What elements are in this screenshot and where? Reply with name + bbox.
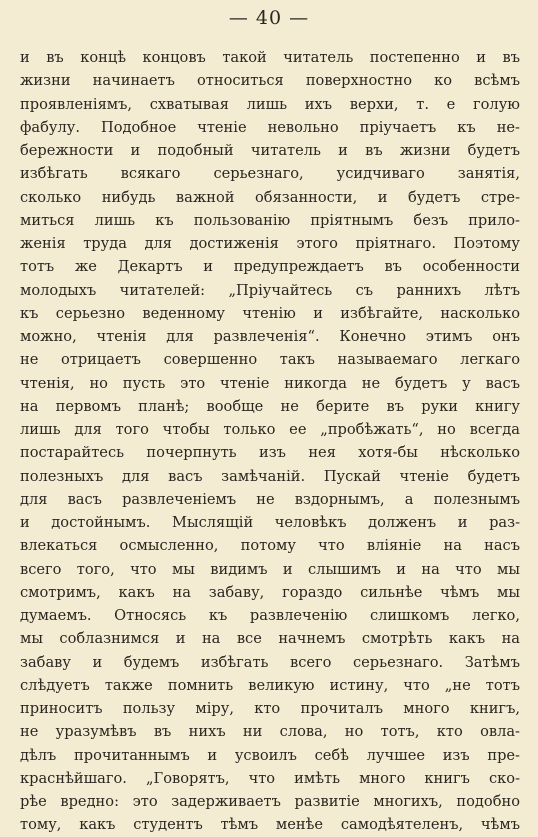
text-line: всего того, что мы видимъ и слышимъ и на что мы [20, 560, 520, 578]
text-line: на первомъ планѣ; вообще не берите въ руки книгу [20, 397, 520, 415]
text-line: лишь для того чтобы только ее „пробѣжать“, но всегда [20, 421, 520, 438]
text-line: проявленіямъ, схватывая лишь ихъ верхи, т. е голую [20, 95, 520, 113]
text-line: миться лишь къ пользованію пріятнымъ безъ прило- [20, 211, 520, 229]
text-line: не уразумѣвъ въ нихъ ни слова, но тотъ, кто овла- [20, 723, 520, 741]
text-line: постарайтесь почерпнуть изъ нея хотя-бы нѣсколько [20, 444, 520, 462]
text-line: женія труда для достиженія этого пріятнаго. Поэтому [20, 235, 520, 252]
text-line: жизни начинаетъ относиться поверхностно ко всѣмъ [20, 72, 520, 90]
text-line: думаемъ. Относясь къ развлеченію слишкомъ легко, [20, 607, 520, 624]
text-line: тому, какъ студентъ тѣмъ менѣе самодѣятеленъ, чѣмъ [20, 816, 520, 834]
text-line: молодыхъ читателей: „Пріучайтесь съ раннихъ лѣтъ [20, 281, 520, 299]
text-line: рѣе вредно: это задерживаетъ развитіе многихъ, подобно [20, 793, 520, 810]
text-line: смотримъ, какъ на забаву, гораздо сильнѣе чѣмъ мы [20, 583, 520, 601]
body-text [20, 46, 520, 837]
text-line: избѣгать всякаго серьезнаго, усидчиваго занятія, [20, 165, 520, 183]
text-line: дѣлъ прочитаннымъ и усвоилъ себѣ лучшее изъ пре- [20, 746, 520, 764]
text-line: не отрицаетъ совершенно такъ называемаго легкаго [20, 351, 520, 369]
text-line: фабулу. Подобное чтеніе невольно пріучаетъ къ не- [20, 118, 520, 136]
text-line: сколько нибудь важной обязанности, и будетъ стре- [20, 188, 520, 206]
text-line: къ серьезно веденному чтенію и избѣгайте, насколько [20, 304, 520, 322]
text-line: мы соблазнимся и на все начнемъ смотрѣть какъ на [20, 630, 520, 648]
text-line: тотъ же Декартъ и предупреждаетъ въ особенности [20, 258, 520, 276]
page-number: — 40 — [228, 7, 310, 29]
text-line: и въ концѣ концовъ такой читатель постепенно и въ [20, 49, 520, 66]
text-line: забаву и будемъ избѣгать всего серьезнаго. Затѣмъ [20, 653, 520, 671]
text-line: слѣдуетъ также помнить великую истину, что „не тотъ [20, 676, 520, 694]
text-line: для васъ развлеченіемъ не вздорнымъ, а полезнымъ [20, 490, 520, 508]
text-line: бережности и подобный читатель и въ жизни будетъ [20, 142, 520, 159]
text-line: полезныхъ для васъ замѣчаній. Пускай чтеніе будетъ [20, 467, 520, 485]
text-line: влекаться осмысленно, потому что вліяніе на насъ [20, 537, 520, 555]
text-line: приноситъ пользу міру, кто прочиталъ много книгъ, [20, 700, 520, 717]
text-line: чтенія, но пусть это чтеніе никогда не будетъ у васъ [20, 374, 520, 392]
text-line: можно, чтенія для развлеченія“. Конечно этимъ онъ [20, 328, 520, 345]
text-line: краснѣйшаго. „Говорятъ, что имѣть много книгъ ско- [20, 769, 520, 787]
text-line: и достойнымъ. Мыслящій человѣкъ долженъ и раз- [20, 514, 520, 531]
